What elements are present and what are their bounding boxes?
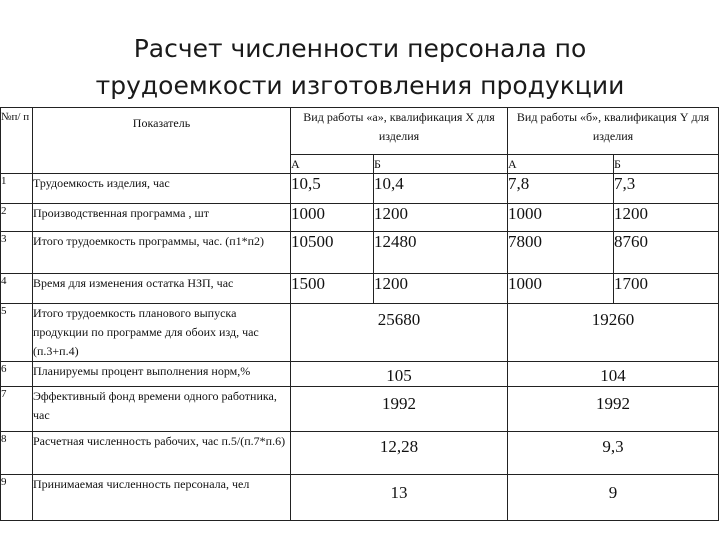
table-row — [1, 274, 719, 304]
row-number: 5 — [1, 304, 33, 362]
slide-title — [0, 30, 720, 104]
row-number: 8 — [1, 432, 33, 475]
subheader-product-a-x: А — [291, 155, 374, 174]
merged-value-cell: 1992 — [508, 387, 719, 432]
merged-value-cell: 105 — [291, 362, 508, 387]
staffing-calculation-table — [0, 107, 719, 521]
value-cell: 7,8 — [508, 174, 614, 204]
row-label: Производственная программа , шт — [33, 204, 291, 232]
subheader-product-b-y: Б — [614, 155, 719, 174]
table-row — [1, 387, 719, 432]
value-cell: 7,3 — [614, 174, 719, 204]
value-cell: 8760 — [614, 232, 719, 274]
merged-value-cell: 9 — [508, 475, 719, 521]
row-number: 1 — [1, 174, 33, 204]
header-work-type-a: Вид работы «а», квалификация Х для изделия — [291, 108, 508, 155]
subheader-product-a-y: А — [508, 155, 614, 174]
table-row — [1, 475, 719, 521]
value-cell: 10,4 — [374, 174, 508, 204]
table-row — [1, 174, 719, 204]
merged-value-cell: 13 — [291, 475, 508, 521]
value-cell: 10,5 — [291, 174, 374, 204]
value-cell: 1000 — [508, 204, 614, 232]
value-cell: 1500 — [291, 274, 374, 304]
value-cell: 1000 — [508, 274, 614, 304]
value-cell: 1200 — [374, 204, 508, 232]
table-row — [1, 304, 719, 362]
row-number: 9 — [1, 475, 33, 521]
table-row — [1, 432, 719, 475]
merged-value-cell: 19260 — [508, 304, 719, 362]
value-cell: 1200 — [374, 274, 508, 304]
row-label: Время для изменения остатка НЗП, час — [33, 274, 291, 304]
merged-value-cell: 9,3 — [508, 432, 719, 475]
row-number: 3 — [1, 232, 33, 274]
table-row — [1, 362, 719, 387]
header-number: №п/ п — [1, 108, 33, 174]
table-row — [1, 204, 719, 232]
row-label: Эффективный фонд времени одного работника, час — [33, 387, 291, 432]
subheader-product-b-x: Б — [374, 155, 508, 174]
row-label: Итого трудоемкость программы, час. (п1*п2) — [33, 232, 291, 274]
value-cell: 7800 — [508, 232, 614, 274]
value-cell: 12480 — [374, 232, 508, 274]
header-indicator: Показатель — [33, 108, 291, 174]
title-line-2: трудоемкости изготовления продукции — [95, 71, 625, 100]
merged-value-cell: 25680 — [291, 304, 508, 362]
value-cell: 1200 — [614, 204, 719, 232]
merged-value-cell: 12,28 — [291, 432, 508, 475]
row-number: 2 — [1, 204, 33, 232]
row-label: Итого трудоемкость планового выпуска продукции по программе для обоих изд, час (п.3+п.4) — [33, 304, 291, 362]
merged-value-cell: 104 — [508, 362, 719, 387]
table-header-row — [1, 108, 719, 155]
header-work-type-b: Вид работы «б», квалификация Ү для изделия — [508, 108, 719, 155]
row-number: 6 — [1, 362, 33, 387]
row-number: 4 — [1, 274, 33, 304]
row-label: Принимаемая численность персонала, чел — [33, 475, 291, 521]
value-cell: 1000 — [291, 204, 374, 232]
merged-value-cell: 1992 — [291, 387, 508, 432]
row-label: Планируемы процент выполнения норм,% — [33, 362, 291, 387]
row-number: 7 — [1, 387, 33, 432]
value-cell: 10500 — [291, 232, 374, 274]
row-label: Трудоемкость изделия, час — [33, 174, 291, 204]
value-cell: 1700 — [614, 274, 719, 304]
row-label: Расчетная численность рабочих, час п.5/(п.7*п.6) — [33, 432, 291, 475]
table-row — [1, 232, 719, 274]
title-line-1: Расчет численности персонала по — [133, 34, 587, 63]
